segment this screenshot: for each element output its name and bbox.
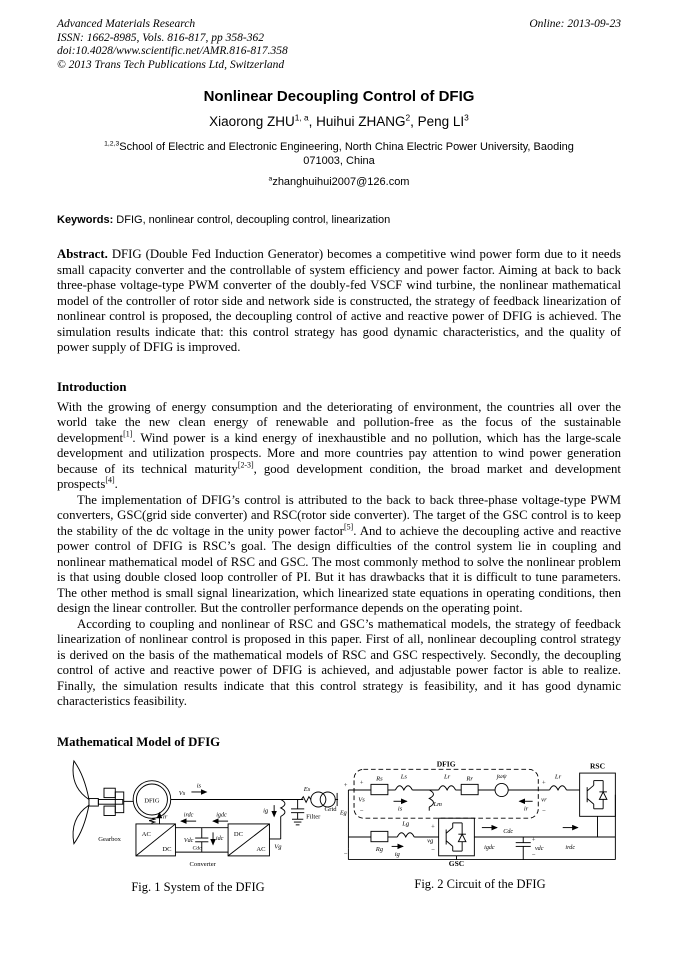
fig2-lr2-label: Lr: [554, 773, 562, 781]
figure-1: [57, 756, 339, 895]
fig1-filter-label: Filter: [306, 813, 321, 821]
fig2-dfig-label: DFIG: [436, 759, 456, 769]
rotor-branch: [538, 773, 615, 816]
fig2-lm-label: Lm: [433, 800, 442, 808]
fig2-vr-label: vr: [541, 796, 547, 804]
paper-title: Nonlinear Decoupling Control of DFIG: [203, 88, 475, 106]
fig2-ig-label: ig: [394, 850, 400, 858]
fig2-vs-plus: +: [359, 779, 364, 787]
fig1-ig-label: ig: [263, 807, 269, 815]
fig2-gsc-label: GSC: [448, 859, 465, 869]
wind-turbine-blades: [73, 761, 89, 844]
fig2-cdc-label: Cdc: [503, 829, 514, 836]
journal-header-left: [57, 18, 288, 72]
abstract-paragraph: Abstract. DFIG (Double Fed Induction Generator) becomes a competitive wind power form due to it needs small capacity converter and the controllable of system efficiency and power factor. Aiming at back to back three-phase voltage-type PWM converter of the doubly-fed VSCF wind turbine, the nonlinear mathematical model of the controller of rotor side and network side is constructed, the strategy of feedback linearization of nonlinear control is proposed, the decoupling control of active and reactive power of DFIG is achieved. The simulation results indicate that: this control strategy has good dynamic characteristics, and the quality of power supply of DFIG is improved.: [57, 247, 621, 355]
fig1-dfig-label: DFIG: [144, 797, 160, 805]
fig1-converter-label: Converter: [189, 861, 216, 869]
fig2-vdc-minus: −: [531, 851, 536, 859]
fig2-vg-label: vg: [427, 837, 434, 845]
affiliation-line1: $^{1,2,3}$School of Electric and Electronic Engineering, North China Electric Power University, Baoding: [104, 140, 574, 154]
journal-header: [57, 18, 621, 72]
fig1-vg-label: Vg: [274, 843, 282, 851]
fig2-lg-label: Lg: [402, 820, 410, 828]
fig2-ls-label: Ls: [400, 773, 407, 781]
fig2-irdc-label: irdc: [565, 845, 576, 852]
fig1-grid-label: Grid: [324, 805, 337, 813]
fig1-igdc-label: igdc: [216, 812, 227, 819]
fig1-ir-label: ir: [162, 813, 168, 821]
figures-row: [57, 756, 621, 895]
filter-capacitor: [291, 799, 304, 824]
fig2-vg-plus: +: [431, 823, 435, 831]
figure-2-diagram: [339, 756, 621, 871]
figure-2: [339, 756, 621, 895]
fig2-igdc-label: igdc: [484, 845, 495, 852]
intro-paragraph-1: With the growing of energy consumption and the deteriorating of environment, the countries all over the world take the new clean energy of renewable and pollution-free as the focus of the sustainable development[1]. Wind power is a kind energy of inexhaustible and no pollution, which has the large-scale development and utilization prospects. More and more countries pay attention to wind power generation because of its technical maturity[2-3], good development condition, the broad market and development prospects[4].: [57, 399, 621, 492]
rsc-igbt-symbol: [587, 780, 607, 808]
fig2-vdc-plus: +: [531, 836, 536, 844]
journal-doi: doi:10.4028/www.scientific.net/AMR.816-817.358: [57, 45, 288, 58]
fig2-vs-label: Vs: [358, 796, 365, 804]
fig2-eg-minus: −: [343, 850, 348, 858]
fig2-eg-plus: +: [343, 782, 348, 790]
gsc-igbt-symbol: [446, 823, 466, 851]
stator-branch: [348, 783, 538, 848]
figure-2-caption: Fig. 2 Circuit of the DFIG: [414, 876, 546, 891]
converter-shape: [136, 821, 269, 856]
model-section-heading: Mathematical Model of DFIG: [57, 734, 221, 749]
intro-paragraph-3: According to coupling and nonlinear of RSC and GSC’s mathematical models, the strategy of feedback linearization of nonlinear control is proposed in this paper. First of all, nonlinear decoupling control strategy is derived on the basis of the mathematical models of RSC and GSC respectively. Secondly, the decoupling control of active and reactive power of DFIG is achieved, and adjustable power factor is able to realize. Finally, the simulation results indicate that this control strategy is feasibility, and it has good dynamic characteristics feasibility.: [57, 616, 621, 709]
fig1-is-label: is: [196, 782, 202, 790]
fig1-ac-left-label: AC: [141, 831, 151, 839]
stator-line: [171, 789, 304, 800]
fig1-vs-label: Vs: [178, 789, 186, 797]
figure-1-diagram: [57, 756, 339, 874]
introduction-heading: Introduction: [57, 379, 127, 394]
fig1-irdc-label: irdc: [183, 812, 194, 819]
gearbox-shape: [89, 788, 133, 815]
fig1-ac-right-label: AC: [256, 846, 266, 854]
fig2-vg-minus: −: [431, 846, 435, 854]
grid-side-circuit: [348, 795, 615, 860]
fig1-cdc-label: Cdc: [192, 845, 202, 852]
fig2-rr-label: Rr: [466, 775, 473, 783]
fig2-rg-label: Rg: [375, 845, 384, 853]
intro-paragraph-2: The implementation of DFIG’s control is attributed to the back to back three-phase voltage-type PWM converters, GSC(grid side converter) and RSC(rotor side converter). The target of the GSC control is to keep the stability of the dc voltage in the unity power factor[5]. And to achieve the decoupling active and reactive power control of DFIG is RSC’s goal. The design difficulties of the control system lie in coupling and nonlinear mathematical model of RSC and GSC. The most commonly method to solve the nonlinear problem is that using double closed loop controller of PI. But it has drawbacks that it is difficult to tune parameters. The other method is small signal linearization, which linearized state equations in operating conditions, then design the linear controller. But the controller performance depends on the operating point.: [57, 492, 622, 616]
fig2-lr-label: Lr: [443, 773, 451, 781]
author-email: $^a$zhanghuihui2007@126.com: [268, 175, 410, 189]
fig1-dc-right-label: DC: [233, 831, 243, 839]
fig2-vr-minus: −: [542, 807, 546, 815]
fig1-vdc-label: Vdc: [183, 837, 194, 844]
affiliation: [57, 140, 621, 168]
fig1-gearbox-label: Gearbox: [98, 835, 121, 843]
figure-1-caption: Fig. 1 System of the DFIG: [131, 879, 265, 894]
fig1-dc-left-label: DC: [162, 846, 172, 854]
authors-line: Xiaorong ZHU$^{1, a}$, Huihui ZHANG$^2$, Peng $LI^3$: [209, 112, 469, 130]
fig2-vr-plus: +: [542, 779, 546, 787]
fig2-vdc-label: vdc: [534, 846, 544, 853]
fig1-es-label: Es: [303, 785, 311, 793]
affiliation-line2: 071003, China: [303, 155, 375, 168]
fig2-emf-label: jωψ: [496, 773, 507, 780]
fig2-vs-minus: −: [359, 807, 364, 815]
fig1-idc-label: idc: [215, 835, 224, 842]
journal-issn: ISSN: 1662-8985, Vols. 816-817, pp 358-362: [57, 31, 264, 44]
fig2-rsc-label: RSC: [589, 761, 606, 771]
transformer-and-grid: [301, 792, 338, 807]
fig2-is-label: is: [397, 805, 403, 813]
fig2-ir-label: ir: [523, 805, 529, 813]
grid-side-branch: [269, 799, 285, 838]
fig2-rs-label: Rs: [376, 775, 383, 783]
journal-name: Advanced Materials Research: [57, 18, 196, 30]
fig2-eg-label: Eg: [339, 810, 347, 817]
online-date: Online: 2013-09-23: [529, 18, 621, 30]
keywords-line: Keywords: DFIG, nonlinear control, decoupling control, linearization: [57, 214, 391, 227]
journal-copyright: © 2013 Trans Tech Publications Ltd, Switzerland: [57, 58, 285, 71]
